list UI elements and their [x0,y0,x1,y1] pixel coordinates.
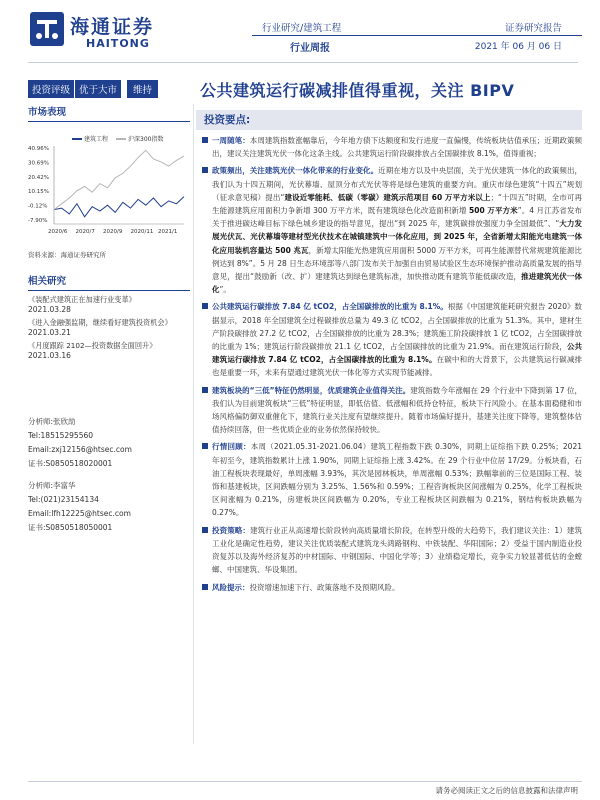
chart-source: 资料来源：海通证券研究所 [28,251,106,259]
bullet-emphasis: 建设近零能耗、低碳（零碳）建筑示范项目 60 万平方米以上 [284,192,491,202]
related-research-title: 相关研究 [28,273,190,291]
logo-chinese: 海通证券 [70,16,155,38]
bullet-marker [202,167,208,173]
y-tick-label: 30.69% [28,160,49,167]
series-line-csi300 [54,150,184,209]
chart-canvas [28,142,188,244]
bullet-text: ，新增太阳能光热建筑应用面积 5000 万平方米，可再生能源替代常规建筑能源比例达到 8%”。5 月 28 日生态环境部等八部门发布关于加强自由贸易试验区生态环境保护推动高质量发展的指导意见，提出“鼓励新（改、扩）建建筑达到绿色建筑标准，加快推动既有建筑节能低碳改造， [212,245,582,282]
bullet-three-lows [196,384,582,437]
bullet-policy [196,164,582,296]
bullet-market-review [196,440,582,519]
analyst-info [28,415,190,535]
bullet-marker [202,387,208,393]
market-performance-title: 市场表现 [28,104,190,122]
x-tick-label: 2020/11 [130,229,154,235]
related-research [28,273,190,360]
title-bar [28,78,578,100]
report-date: 2021 年 06 月 06 日 [474,42,562,52]
x-tick-label: 2020/6 [48,229,68,235]
related-item-title[interactable]: 《进入金融强监期，继续看好建筑投资机会》 [28,318,172,327]
logo-english: HAITONG [86,37,150,50]
spacer [28,471,190,479]
investment-points-title: 投资要点: [196,110,582,130]
bullet-lead: 风险提示： [212,582,250,592]
bullet-lead: 公共建筑运行碳排放 7.84 亿 tCO2，占全国碳排放的比重为 8.1%。 [212,302,448,312]
y-tick-label: 20.42% [28,174,49,181]
main-content [196,110,582,594]
analyst-cert: 证书:S0850518020001 [28,459,113,468]
bullet-text: 建筑指数今年涨幅在 29 个行业中下降到第 17 位，我们认为目前建筑板块“三低”特征明显，即低估值、低涨幅和低持仓特征，板块下行风险小。在基本面稳健和市场风格偏防御双重催化下，建筑行业关注度有望继续提升。随着市场偏好提升，基建关注度下降等，建筑整体估值持续回落，但一些优质企业的业务依然保持较快。 [212,385,583,435]
bullet-text: 本周建筑指数涨幅靠后，今年地方债下达额度和发行进度一直偏慢，传统板块估值承压；近期政策频出，建议关注建筑光伏一体化这条主线。公共建筑运行阶段碳排放占全国碳排放 8.1%，值得重视； [212,136,583,159]
bullet-risk [196,581,582,594]
bullet-lead: 政策频出，关注建筑光伏一体化带来的行业变化。 [212,166,379,176]
analyst-name: 分析师:张欣劼 [28,417,76,426]
bullet-text: 近期在地方以及中央层面，关于光伏建筑一体化的政策频出，我们认为十四五期间，光伏幕墙、屋顶分布式光伏等将是绿色建筑的重要方向。重庆市绿色建筑“十四五”规划（征求意见稿）提出“ [212,166,583,202]
y-tick-label: -0.12% [28,203,48,210]
rating-value: 优于大市 [75,80,121,98]
haitong-logo [30,10,190,54]
column-divider [193,104,194,744]
bullet-lead: 一周随笔： [212,136,250,145]
bullet-lead: 建筑板块的“三低”特征仍然明显，优质建筑企业值得关注。 [212,385,411,395]
related-item-date: 2021.03.28 [28,305,71,314]
series-line-construction [54,197,184,217]
header-bottom-rule [28,62,578,63]
bullet-text: 建筑行业正从高速增长阶段转向高质量增长阶段，在转型升级的大趋势下，我们建议关注：1）建筑工业化是确定性趋势，建议关注优质装配式建筑龙头鸿路钢构、中铁装配、华阳国际；2）受益于国内制造业投资复苏以及海外经济复苏的中材国际、中钢国际、中国化学等；3）业绩稳定增长，竞争实力较显著低估的金螳螂、中国建筑、华设集团。 [212,525,582,575]
related-item-title[interactable]: 《月度跟踪 2102—投资数据全面回升》 [28,341,157,350]
bullet-emphasis: 推进建筑光伏一体化 [212,272,583,295]
bullet-marker [202,443,208,449]
report-type: 行业周报 [290,43,330,54]
rating-maintain: 维持 [127,80,158,98]
analyst-tel: Tel:18515295560 [28,431,94,440]
legend-label: 建筑工程 [84,136,109,143]
investment-rating [28,80,158,98]
bullet-list [196,134,582,594]
analyst-email[interactable]: Email:zxj12156@htsec.com [28,445,132,454]
legend-label: 沪深300指数 [128,136,164,143]
securities-research-label: 证券研究报告 [504,23,562,34]
legend-swatch [116,138,126,140]
left-sidebar [28,104,190,362]
y-tick-label: 40.96% [28,146,49,152]
bullet-lead: 投资策略： [212,525,251,535]
x-tick-label: 2021/1 [158,229,178,235]
market-performance-chart [28,134,188,244]
haitong-logo-icon [30,12,64,46]
analyst-cert: 证书:S0850518050001 [28,523,113,532]
bullet-marker [202,584,208,590]
header-divider [252,35,582,36]
disclaimer-footer: 请务必阅读正文之后的信息披露和法律声明 [435,786,578,795]
y-tick-label: -7.90% [28,218,48,224]
x-tick-label: 2020/9 [103,229,123,235]
related-item-date: 2021.03.16 [28,351,71,360]
bullet-weekly-notes [196,134,582,160]
bullet-text: ”。4 月江苏省发布关于推进碳达峰目标下绿色城乡建设的指导意见，提出“到 2025 年，建筑碳排放强度力争全国最低”、“ [212,206,582,229]
bullet-text: 投资增速加速下行、政策落地不及预期风险。 [249,582,400,592]
rating-label: 投资评级 [28,80,74,98]
bullet-marker [202,137,208,143]
bullet-emphasis: 公共建筑运行碳排放 7.84 亿 tCO2，占全国碳排放的比重为 8.1%。 [212,342,582,365]
bullet-marker [202,527,208,533]
y-tick-label: 10.15% [28,189,49,196]
report-category: 行业研究/建筑工程 [262,23,342,34]
footer-rule [28,781,582,782]
analyst-name: 分析师:李富华 [28,481,76,490]
bullet-carbon-emission [196,300,582,379]
analyst-email[interactable]: Email:lfh12225@htsec.com [28,509,131,518]
report-title: 公共建筑运行碳减排值得重视，关注 BIPV [200,81,515,100]
legend-swatch [72,138,82,140]
page-header [0,0,600,64]
bullet-text: 本周（2021.05.31-2021.06.04）建筑工程指数下跌 0.30%，同期上证综指下跌 0.25%；2021 年初至今，建筑指数累计上涨 1.90%，同期上证综指上涨 3.42%。在 29 个行业中位居 17/29。分板块看，石油工程板块表现最好，单周涨幅 3.93%，其次是园林板块，单周涨幅 0.53%；跌幅靠前的三位是国际工程、装饰和基建板块，区间跌幅分别为 3.25%、1.56%和 0.59%；工程咨询板块区间涨幅为 0.25%，化学工程板块区间涨幅为 0.21%，房建板块区间跌幅为 0.20%，专业工程板块区间跌幅为 0.21%，钢结构板块跌幅为 0.27%。 [212,442,582,518]
analyst-tel: Tel:(021)23154134 [28,495,99,504]
bullet-text: 在碳中和的大背景下，公共建筑运行碳减排也是重要一环，未来有望通过建筑光伏一体化等方式实现节能减排。 [212,355,582,378]
bullet-lead: 行情回顾： [212,442,251,452]
bullet-emphasis: 500 万平方米 [469,206,518,216]
bullet-text: 根据《中国建筑能耗研究报告 2020》数据显示，2018 年全国建筑全过程碳排放总量为 49.3 亿 tCO2，占全国碳排放的比重为 51.3%。其中，建材生产阶段碳排放 27.2 亿 tCO2，占全国碳排放的比重为 28.3%；建筑施工阶段碳排放 1 亿 tCO2，占全国碳排放的比重为 1%；建筑运行阶段碳排放 21.1 亿 tCO2，占全国碳排放的比重为 21.9%。而在建筑运行阶段， [212,302,582,352]
x-tick-label: 2020/7 [75,229,95,235]
bullet-text: ；“十四五”时期，全市可再生能源建筑应用面积力争新增 300 万平方米，既有建筑绿色化改造面积新增 [212,192,582,216]
bullet-text: ”。 [219,285,231,295]
bullet-marker [202,303,208,309]
related-item-date: 2021.03.21 [28,328,71,337]
bullet-emphasis: 大力发展光伏瓦、光伏幕墙等建材型光伏技术在城镇建筑中一体化应用，到 2025 年，全省新增太阳能光电建筑一体化应用装机容量达 500 兆瓦 [212,219,582,255]
bullet-strategy [196,524,582,577]
related-item-title[interactable]: 《装配式建筑正在加速行业变革》 [28,295,136,304]
